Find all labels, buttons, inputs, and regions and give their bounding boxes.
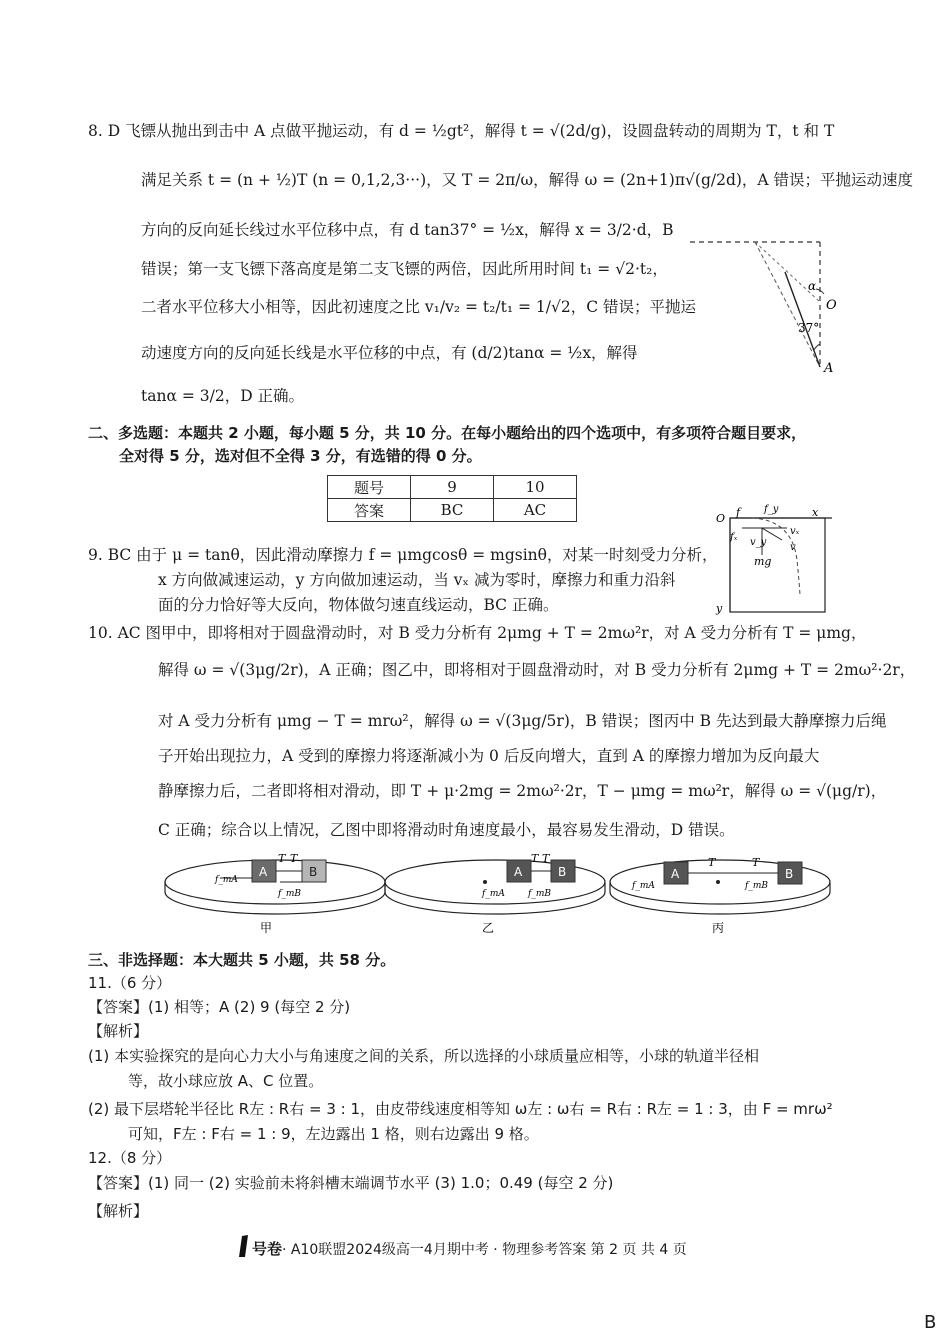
q12-answer: 【答案】(1) 同一 (2) 实验前未将斜槽末端调节水平 (3) 1.0；0.49 (每空 2 分) [88, 1174, 614, 1192]
block-b-label: B [785, 867, 794, 881]
block-a-label: A [671, 867, 680, 881]
tension-label: T [278, 852, 286, 865]
block-b-label: B [558, 865, 567, 879]
q11-p1-line-1: (1) 本实验探究的是向心力大小与角速度之间的关系，所以选择的小球质量应相等，小球的轨道半径相 [88, 1047, 760, 1065]
q8-line-4: 错误；第一支飞镖下落高度是第二支飞镖的两倍，因此所用时间 t₁ = √2·t₂， [141, 260, 668, 278]
tension-label: T [531, 852, 539, 865]
q8-line-1: 8. D 飞镖从抛出到击中 A 点做平抛运动，有 d = ½gt²，解得 t = √(2d/g)，设圆盘转动的周期为 T，t 和 T [88, 122, 835, 140]
corner-mark: B [924, 1312, 937, 1333]
q9-fig-mg: mg [754, 555, 772, 568]
q8-line-7: tanα = 3/2，D 正确。 [141, 387, 305, 405]
table-header-cell: 题号 [328, 476, 411, 499]
caption-bing: 丙 [712, 921, 725, 935]
friction-b-label: f_mB [528, 889, 551, 899]
q9-fig-f: f [736, 506, 741, 519]
friction-a-label: f_mA [632, 881, 655, 891]
q9-line-3: 面的分力恰好等大反向，物体做匀速直线运动，BC 正确。 [158, 596, 559, 614]
q8-fig-o: O [826, 298, 837, 313]
q9-fig-o: O [716, 512, 726, 525]
q8-line-3: 方向的反向延长线过水平位移中点，有 d tan37° = ½x，解得 x = 3/2·d，B [141, 221, 674, 239]
q11-answer: 【答案】(1) 相等；A (2) 9 (每空 2 分) [88, 998, 351, 1016]
block-a-label: A [514, 865, 523, 879]
q8-dart-diagram [680, 232, 840, 377]
q8-fig-angle: 37° [798, 321, 820, 335]
q9-fig-v: v [790, 542, 796, 553]
section-2-line-2: 全对得 5 分，选对但不全得 3 分，有选错的得 0 分。 [119, 447, 482, 465]
table-header-cell: 9 [411, 476, 494, 499]
section-2-line-1: 二、多选题：本题共 2 小题，每小题 5 分，共 10 分。在每小题给出的四个选项中，有多项符合题目要求， [88, 424, 807, 442]
table-answer-cell: 答案 [328, 499, 411, 522]
q9-fig-vx: vₓ [790, 526, 800, 537]
caption-yi: 乙 [482, 921, 495, 935]
q10-line-1: 10. AC 图甲中，即将相对于圆盘滑动时，对 B 受力分析有 2μmg + T = 2mω²r，对 A 受力分析有 T = μmg， [88, 624, 867, 642]
table-answer-cell: BC [411, 499, 494, 522]
tension-label: T [542, 852, 550, 865]
friction-a-label: f_mA [215, 875, 238, 885]
q9-fig-x: x [812, 506, 819, 519]
q8-line-6: 动速度方向的反向延长线是水平位移的中点，有 (d/2)tanα = ½x，解得 [141, 344, 638, 362]
q10-line-2: 解得 ω = √(3μg/2r)，A 正确；图乙中，即将相对于圆盘滑动时，对 B 受力分析有 2μmg + T = 2mω²·2r， [158, 661, 916, 679]
q8-fig-alpha: α [808, 279, 817, 293]
tension-label: T [708, 856, 716, 869]
q11-head: 11.（6 分） [88, 974, 172, 992]
footer-logo-text: 号卷 [252, 1240, 283, 1258]
caption-jia: 甲 [260, 921, 273, 935]
q9-fig-y: y [716, 602, 723, 615]
q11-p1-line-2: 等，故小球应放 A、C 位置。 [128, 1072, 324, 1090]
q10-turntable-diagrams [160, 852, 840, 942]
friction-b-label: f_mB [745, 881, 768, 891]
q8-line-2: 满足关系 t = (n + ½)T (n = 0,1,2,3···)，又 T = 2π/ω，解得 ω = (2n+1)π√(g/2d)，A 错误；平抛运动速度 [141, 171, 914, 189]
footer-page-info: · A10联盟2024级高一4月期中考 · 物理参考答案 第 2 页 共 4 页 [282, 1242, 687, 1258]
q9-line-1: 9. BC 由于 μ = tanθ，因此滑动摩擦力 f = μmgcosθ = mgsinθ，对某一时刻受力分析， [88, 546, 718, 564]
friction-a-label: f_mA [482, 889, 505, 899]
footer-text [252, 1238, 687, 1259]
q11-p2-line-2: 可知，F左 : F右 = 1 : 9，左边露出 1 格，则右边露出 9 格。 [128, 1125, 539, 1143]
diagram-jia [165, 852, 385, 935]
diagram-bing [610, 856, 830, 935]
q11-p2-line-1: (2) 最下层塔轮半径比 R左 : R右 = 3 : 1，由皮带线速度相等知 ω左 : ω右 = R右 : R左 = 1 : 3，由 F = mrω² [88, 1100, 833, 1118]
q9-force-diagram [712, 500, 837, 615]
q10-line-6: C 正确；综合以上情况，乙图中即将滑动时角速度最小，最容易发生滑动，D 错误。 [158, 821, 735, 839]
answer-table [327, 475, 577, 522]
q9-fig-vy: v_y [750, 537, 767, 548]
q12-jiexi: 【解析】 [88, 1202, 149, 1220]
q11-jiexi: 【解析】 [88, 1022, 149, 1040]
section-3-title: 三、非选择题：本大题共 5 小题，共 58 分。 [88, 951, 396, 969]
tension-label: T [290, 852, 298, 865]
q10-line-3: 对 A 受力分析有 μmg − T = mrω²，解得 ω = √(3μg/5r)，B 错误；图丙中 B 先达到最大静摩擦力后绳 [158, 712, 887, 730]
q10-line-5: 静摩擦力后，二者即将相对滑动，即 T + μ·2mg = 2mω²·2r，T − μmg = mω²r，解得 ω = √(μg/r)， [158, 782, 887, 800]
table-header-cell: 10 [494, 476, 577, 499]
q8-line-5: 二者水平位移大小相等，因此初速度之比 v₁/v₂ = t₂/t₁ = 1/√2，C 错误；平抛运 [141, 298, 696, 316]
q9-fig-fy: f_y [764, 504, 779, 515]
diagram-yi [385, 852, 605, 935]
block-b-label: B [309, 865, 318, 879]
q9-fig-fx: fₓ [730, 532, 738, 543]
q12-head: 12.（8 分） [88, 1149, 172, 1167]
q10-line-4: 子开始出现拉力，A 受到的摩擦力将逐渐减小为 0 后反向增大，直到 A 的摩擦力增加为反向最大 [158, 747, 820, 765]
q8-fig-a: A [824, 361, 834, 376]
table-answer-cell: AC [494, 499, 577, 522]
block-a-label: A [259, 865, 268, 879]
tension-label: T [752, 856, 760, 869]
friction-b-label: f_mB [278, 889, 301, 899]
q9-line-2: x 方向做减速运动，y 方向做加速运动，当 vₓ 减为零时，摩擦力和重力沿斜 [158, 571, 676, 589]
